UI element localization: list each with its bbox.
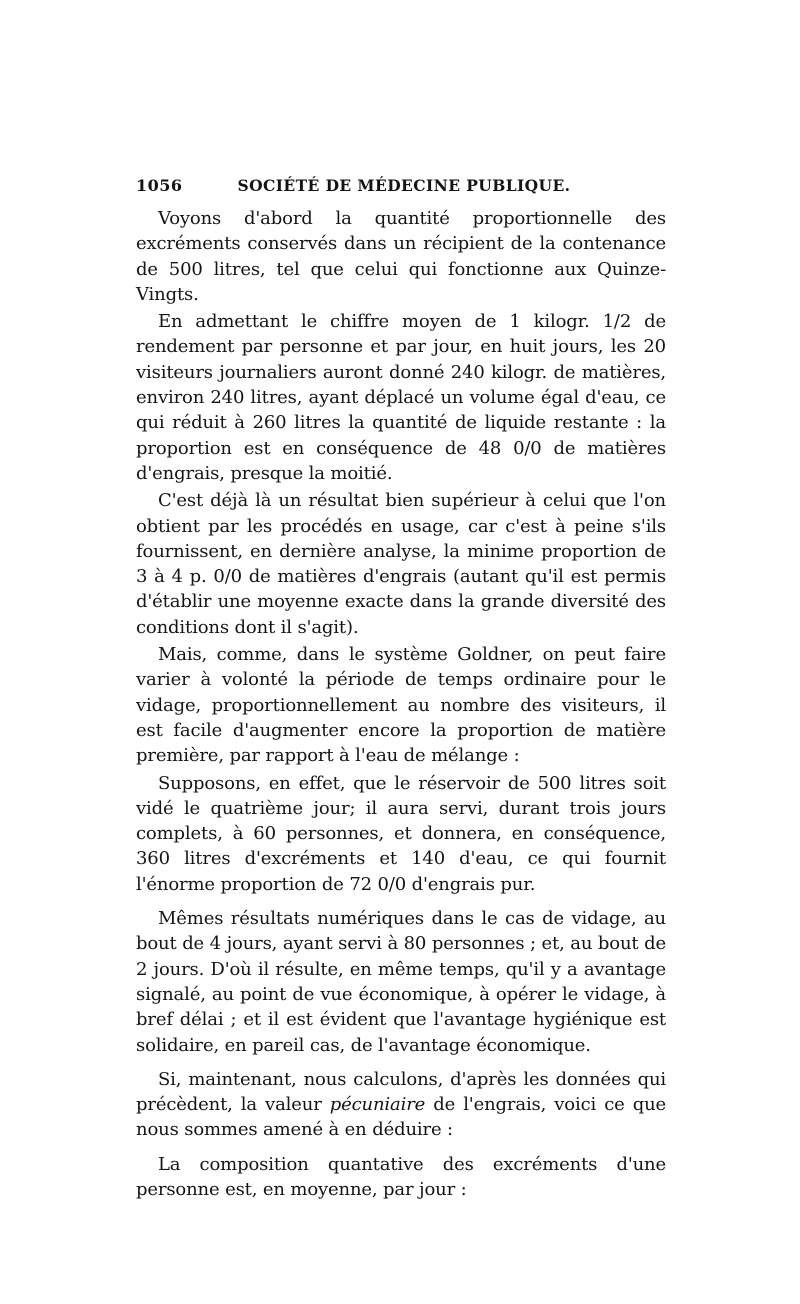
book-page [136, 176, 666, 1202]
paragraph-5: Supposons, en effet, que le réservoir de 500 litres soit vidé le quatrième jour; il aura servi, durant trois jours complets, à 60 personnes, et donnera, en conséquence, 360 litres d'excréments et 140 d'eau, ce qui fournit l'énorme proportion de 72 0/0 d'engrais pur. [136, 772, 666, 895]
running-head [136, 176, 666, 206]
paragraph-7 [136, 1067, 666, 1143]
paragraph-6: Mêmes résultats numériques dans le cas de vidage, au bout de 4 jours, ayant servi à 80 personnes ; et, au bout de 2 jours. D'où il résulte, en même temps, qu'il y a avantage signalé, au point de vue économique, à opérer le vidage, à bref délai ; et il est évident que l'avantage hygiénique est solidaire, en pareil cas, de l'avantage économique. [136, 908, 666, 1056]
paragraph-2: En admettant le chiffre moyen de 1 kilogr. 1/2 de rendement par personne et par jour, en huit jours, les 20 visiteurs journaliers auront donné 240 kilogr. de matières, environ 240 litres, ayant déplacé un volume égal d'eau, ce qui réduit à 260 litres la quantité de liquide restante : la proportion est en conséquence de 48 0/0 de matières d'engrais, presque la moitié. [136, 311, 666, 484]
paragraph-7-end: de l'engrais, voici ce que nous sommes amené à en déduire : [136, 1094, 667, 1141]
running-title: SOCIÉTÉ DE MÉDECINE PUBLIQUE. [237, 176, 571, 195]
italic-word: pécuniaire [329, 1094, 426, 1116]
paragraph-3: C'est déjà là un résultat bien supérieur à celui que l'on obtient par les procédés en usage, car c'est à peine s'ils fournissent, en dernière analyse, la minime proportion de 3 à 4 p. 0/0 de matières d'engrais (autant qu'il est permis d'établir une moyenne exacte dans la grande diversité des conditions dont il s'agit). [136, 490, 666, 638]
paragraph-7-start: Si, maintenant, nous calculons, d'après les données qui précèdent, la valeur [136, 1068, 666, 1116]
page-number: 1056 [136, 176, 183, 195]
paragraph-1: Voyons d'abord la quantité proportionnelle des excréments conservés dans un récipient de la contenance de 500 litres, tel que celui qui fonctionne aux Quinze-Vingts. [136, 208, 666, 305]
paragraph-8: La composition quantative des excréments d'une personne est, en moyenne, par jour : [136, 1153, 666, 1200]
paragraph-4: Mais, comme, dans le système Goldner, on peut faire varier à volonté la période de temps ordinaire pour le vidage, proportionnellement au nombre des visiteurs, il est facile d'augmenter encore la proportion de matière première, par rapport à l'eau de mélange : [136, 644, 666, 767]
